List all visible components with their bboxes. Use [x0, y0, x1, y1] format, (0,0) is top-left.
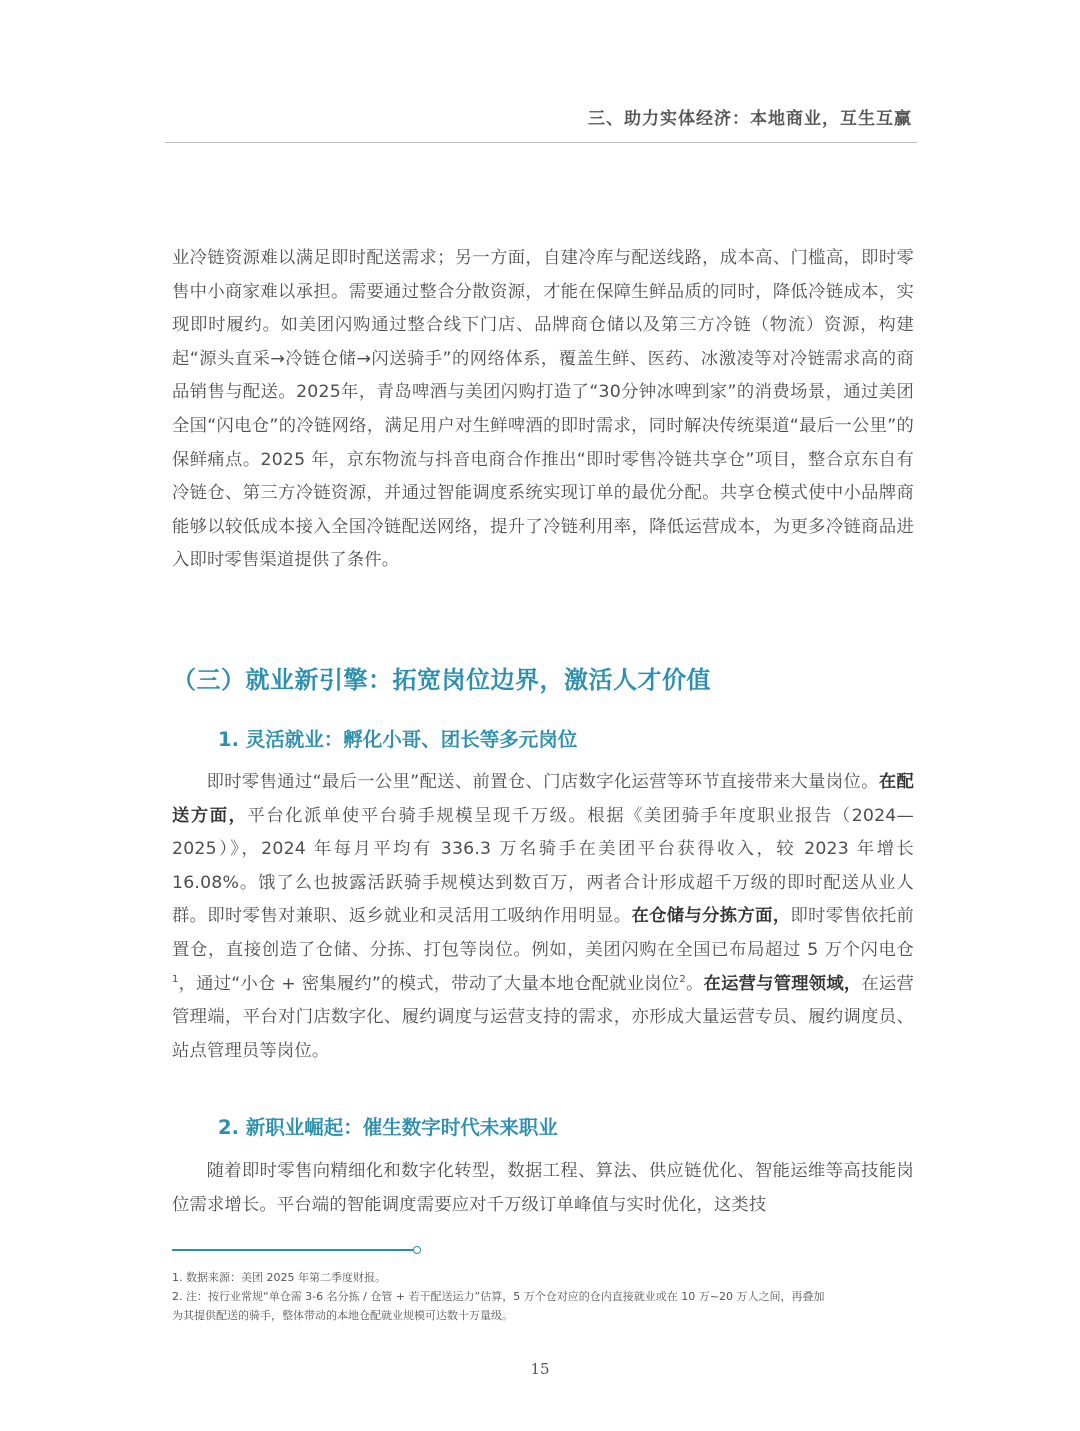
- bold-lead-warehouse: 在仓储与分拣方面，: [631, 906, 791, 927]
- subheading-new-occupations: 2. 新职业崛起：催生数字时代未来职业: [218, 1116, 558, 1139]
- footnote-ref-2[interactable]: 2: [679, 973, 686, 985]
- header-divider: [165, 142, 917, 143]
- text-segment: 即时零售通过“最后一公里”配送、前置仓、门店数字化运营等环节直接带来大量岗位。: [206, 772, 879, 792]
- running-header: 三、助力实体经济：本地商业，互生互赢: [588, 109, 912, 129]
- bold-lead-delivery: 在配送方面，: [172, 772, 914, 826]
- bold-lead-operations: 在运营与管理领域，: [703, 973, 862, 994]
- footnotes: [172, 1268, 832, 1325]
- subheading-flexible-employment: 1. 灵活就业：孵化小哥、团长等多元岗位: [218, 728, 578, 751]
- footnote-2: 2. 注：按行业常规“单仓需 3-6 名分拣 / 仓管 + 若干配送运力”估算，5 万个仓对应的仓内直接就业或在 10 万~20 万人之间，再叠加为其提供配送的骑手，整体带动的本地仓配就业规模可达数十万量级。: [172, 1290, 825, 1322]
- footnote-divider: [172, 1249, 414, 1251]
- page-number: 15: [530, 1360, 550, 1378]
- text-segment: 即时零售依托前置仓，直接创造了仓储、分拣、打包等岗位。例如，美团闪购在全国已布局超过 5 万个闪电仓: [172, 906, 915, 960]
- paragraph-flexible-employment: [172, 766, 914, 1068]
- text-segment: 平台化派单使平台骑手规模呈现千万级。根据《美团骑手年度职业报告（2024—2025）》，2024 年每月平均有 336.3 万名骑手在美团平台获得收入，较 2023 年增长 16.08%。饿了么也披露活跃骑手规模达到数百万，两者合计形成超千万级的即时配送从业人群。即时零售对兼职、返乡就业和灵活用工吸纳作用明显。: [172, 805, 914, 927]
- footnote-ref-1[interactable]: 1: [172, 973, 179, 985]
- text-segment: 在运营管理端，平台对门店数字化、履约调度与运营支持的需求，亦形成大量运营专员、履约调度员、站点管理员等岗位。: [172, 973, 914, 1061]
- text-segment: ，通过“小仓 + 密集履约”的模式，带动了大量本地仓配就业岗位: [178, 973, 680, 994]
- footnote-1: 1. 数据来源：美团 2025 年第二季度财报。: [172, 1271, 386, 1284]
- section-heading: （三）就业新引擎：拓宽岗位边界，激活人才价值: [172, 666, 711, 694]
- text-segment: 。: [685, 973, 704, 994]
- paragraph-cold-chain: 业冷链资源难以满足即时配送需求；另一方面，自建冷库与配送线路，成本高、门槛高，即时零售中小商家难以承担。需要通过整合分散资源，才能在保障生鲜品质的同时，降低冷链成本，实现即时履约。如美团闪购通过整合线下门店、品牌商仓储以及第三方冷链（物流）资源，构建起“源头直采→冷链仓储→闪送骑手”的网络体系，覆盖生鲜、医药、冰激凌等对冷链需求高的商品销售与配送。2025年，青岛啤酒与美团闪购打造了“30分钟冰啤到家”的消费场景，通过美团全国“闪电仓”的冷链网络，满足用户对生鲜啤酒的即时需求，同时解决传统渠道“最后一公里”的保鲜痛点。2025 年，京东物流与抖音电商合作推出“即时零售冷链共享仓”项目，整合京东自有冷链仓、第三方冷链资源，并通过智能调度系统实现订单的最优分配。共享仓模式使中小品牌商能够以较低成本接入全国冷链配送网络，提升了冷链利用率，降低运营成本，为更多冷链商品进入即时零售渠道提供了条件。: [172, 248, 914, 571]
- footnote-divider-dot: [413, 1246, 421, 1254]
- paragraph-new-occupations: 随着即时零售向精细化和数字化转型，数据工程、算法、供应链优化、智能运维等高技能岗位需求增长。平台端的智能调度需要应对千万级订单峰值与实时优化，这类技: [172, 1161, 914, 1215]
